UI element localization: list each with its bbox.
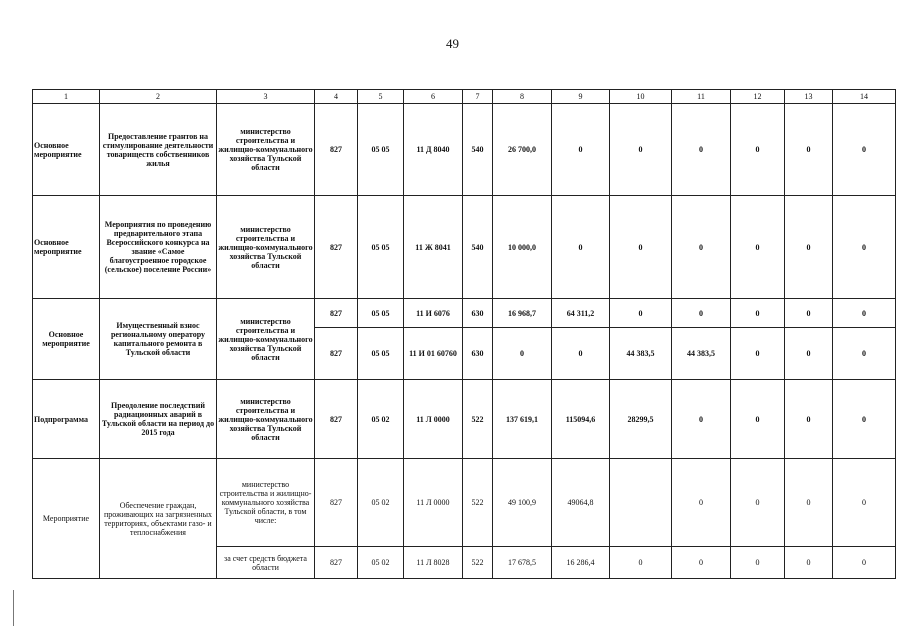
rzpr-code: 05 02 [358,380,404,459]
row-type: Основное мероприятие [33,299,100,380]
table-row [33,380,896,459]
csr-code: 11 И 6076 [404,299,463,328]
col-number: 12 [731,90,785,104]
col-number: 2 [100,90,217,104]
value-cell: 0 [785,328,833,380]
value-cell: 0 [731,196,785,299]
value-cell: 0 [785,299,833,328]
row-executor: министерство строительства и жилищно-коммунального хозяйства Тульской области, в том числе: [217,459,315,547]
row-name: Предоставление грантов на стимулирование деятельности товариществ собственников жилья [100,104,217,196]
value-cell: 64 311,2 [552,299,610,328]
value-cell: 17 678,5 [493,547,552,579]
table-row [33,104,896,196]
table-row [33,299,896,328]
vr-code: 630 [463,299,493,328]
value-cell: 0 [731,104,785,196]
value-cell: 0 [610,196,672,299]
value-cell: 0 [833,196,896,299]
grbs-code: 827 [315,459,358,547]
value-cell: 0 [672,459,731,547]
value-cell: 10 000,0 [493,196,552,299]
grbs-code: 827 [315,104,358,196]
row-executor: министерство строительства и жилищно-коммунального хозяйства Тульской области [217,104,315,196]
value-cell: 0 [731,380,785,459]
row-type: Мероприятие [33,459,100,579]
value-cell: 0 [731,328,785,380]
csr-code: 11 Л 8028 [404,547,463,579]
rzpr-code: 05 02 [358,547,404,579]
value-cell: 0 [672,547,731,579]
vr-code: 630 [463,328,493,380]
row-name: Преодоление последствий радиационных аварий в Тульской области на период до 2015 года [100,380,217,459]
value-cell: 0 [731,547,785,579]
value-cell: 0 [833,104,896,196]
row-type: Основное мероприятие [33,196,100,299]
value-cell: 137 619,1 [493,380,552,459]
value-cell: 16 968,7 [493,299,552,328]
value-cell: 44 383,5 [610,328,672,380]
csr-code: 11 Ж 8041 [404,196,463,299]
value-cell: 0 [672,380,731,459]
row-name: Мероприятия по проведению предварительного этапа Всероссийского конкурса на звание «Самое благоустроенное городское (сельское) поселение России» [100,196,217,299]
col-number: 8 [493,90,552,104]
value-cell: 0 [785,547,833,579]
grbs-code: 827 [315,380,358,459]
value-cell: 0 [833,299,896,328]
value-cell: 0 [785,196,833,299]
row-name: Обеспечение граждан, проживающих на загрязненных территориях, объектами газо- и теплоснабжения [100,459,217,579]
vr-code: 540 [463,196,493,299]
row-name: Имущественный взнос региональному оператору капитального ремонта в Тульской области [100,299,217,380]
csr-code: 11 И 01 60760 [404,328,463,380]
value-cell: 0 [833,547,896,579]
value-cell: 115094,6 [552,380,610,459]
value-cell: 0 [493,328,552,380]
value-cell: 0 [552,328,610,380]
value-cell: 0 [785,104,833,196]
value-cell: 49064,8 [552,459,610,547]
value-cell: 0 [610,104,672,196]
budget-table [32,89,896,579]
value-cell: 0 [610,299,672,328]
csr-code: 11 Д 8040 [404,104,463,196]
value-cell: 26 700,0 [493,104,552,196]
col-number: 10 [610,90,672,104]
value-cell: 0 [833,459,896,547]
value-cell: 0 [785,380,833,459]
col-number: 3 [217,90,315,104]
rzpr-code: 05 05 [358,104,404,196]
vr-code: 522 [463,380,493,459]
vr-code: 522 [463,547,493,579]
row-executor: министерство строительства и жилищно-коммунального хозяйства Тульской области [217,196,315,299]
grbs-code: 827 [315,196,358,299]
value-cell: 44 383,5 [672,328,731,380]
value-cell: 0 [672,196,731,299]
grbs-code: 827 [315,328,358,380]
col-number: 5 [358,90,404,104]
value-cell: 0 [833,380,896,459]
col-number: 1 [33,90,100,104]
col-number: 6 [404,90,463,104]
row-executor: за счет средств бюджета области [217,547,315,579]
value-cell: 0 [610,547,672,579]
vr-code: 540 [463,104,493,196]
grbs-code: 827 [315,299,358,328]
rzpr-code: 05 05 [358,328,404,380]
value-cell: 0 [672,104,731,196]
rzpr-code: 05 02 [358,459,404,547]
csr-code: 11 Л 0000 [404,380,463,459]
row-executor: министерство строительства и жилищно-коммунального хозяйства Тульской области [217,380,315,459]
rzpr-code: 05 05 [358,299,404,328]
col-number: 11 [672,90,731,104]
value-cell [610,459,672,547]
page-number: 49 [446,36,459,51]
value-cell: 28299,5 [610,380,672,459]
value-cell: 0 [552,196,610,299]
table-row [33,196,896,299]
col-number: 13 [785,90,833,104]
value-cell: 0 [552,104,610,196]
value-cell: 0 [833,328,896,380]
vr-code: 522 [463,459,493,547]
scan-margin-line [13,590,14,626]
row-executor: министерство строительства и жилищно-коммунального хозяйства Тульской области [217,299,315,380]
value-cell: 0 [731,459,785,547]
column-number-row [33,90,896,104]
col-number: 7 [463,90,493,104]
value-cell: 16 286,4 [552,547,610,579]
rzpr-code: 05 05 [358,196,404,299]
row-type: Подпрограмма [33,380,100,459]
value-cell: 49 100,9 [493,459,552,547]
value-cell: 0 [672,299,731,328]
col-number: 14 [833,90,896,104]
csr-code: 11 Л 0000 [404,459,463,547]
value-cell: 0 [785,459,833,547]
col-number: 9 [552,90,610,104]
col-number: 4 [315,90,358,104]
row-type: Основное мероприятие [33,104,100,196]
grbs-code: 827 [315,547,358,579]
table-row [33,459,896,547]
value-cell: 0 [731,299,785,328]
